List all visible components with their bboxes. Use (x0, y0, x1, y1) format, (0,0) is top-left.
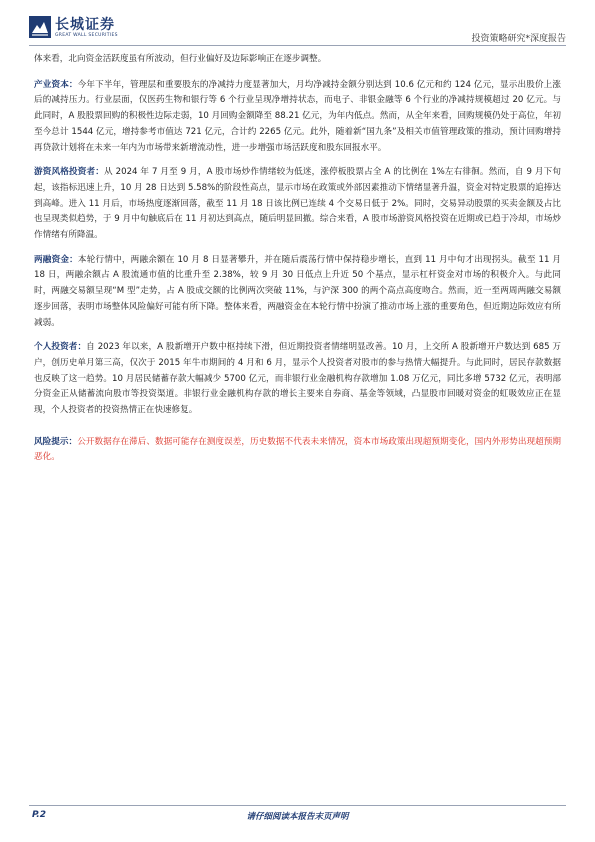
risk-warning (34, 435, 561, 466)
report-type-label: 投资策略研究*深度报告 (471, 34, 566, 44)
footer-divider (29, 805, 566, 806)
paragraph-text: 本轮行情中，两融余额在 10 月 8 日显著攀升，并在随后震荡行情中保持稳步增长，直到 11 月中旬才出现拐头。截至 11 月 18 日，两融余额占 A 股流通市值的比重升至 2.38%，较 9 月 30 日低点上升近 50 个基点，显示杠杆资金对市场的积极介入。与此同时，两融交易额呈现“M 型”走势，占 A 股成交额的比例两次突破 11%，与沪深 300 的两个高点高度吻合。然而，近一至两周两融交易额逐步回落，表明市场整体风险偏好可能有所下降。整体来看，两融资金在本轮行情中扮演了推动市场上涨的重要角色，但近期边际效应有所减弱。 (34, 254, 561, 328)
page-number: P.2 (32, 810, 46, 820)
risk-warning-text: 公开数据存在滞后、数据可能存在测度误差，历史数据不代表未来情况，资本市场政策出现超预期变化，国内外形势出现超预期恶化。 (34, 436, 561, 463)
paragraph-retail-investors (34, 340, 561, 419)
paragraph-hot-money-investors (34, 165, 561, 244)
report-body (34, 52, 561, 475)
header-divider (29, 45, 566, 46)
page-header (29, 12, 566, 44)
logo-chinese-name: 长城证券 (55, 17, 115, 33)
paragraph-text: 体来看，北向资金活跃度虽有所波动，但行业偏好及边际影响正在逐步调整。 (34, 54, 327, 64)
risk-warning-lead: 风险提示： (34, 436, 78, 447)
paragraph-lead: 游资风格投资者： (34, 167, 104, 178)
logo-mark-icon (29, 16, 51, 38)
paragraph-text: 从 2024 年 7 月至 9 月，A 股市场炒作情绪较为低迷，涨停板股票占全 A 的比例在 1%左右徘徊。然而，自 9 月下旬起，该指标迅速上升，10 月 28 日达到 5.58%的阶段性高点，显示市场在政策或外部因素推动下情绪显著升温，资金对特定股票的追捧达到高峰。进入 11 月后，市场热度逐渐回落，截至 11 月 18 日该比例已连续 4 个交易日低于 2%。同时，交易异动股票的买卖金额及占比也呈现类似趋势，于 9 月中旬触底后在 11 月初达到高点，随后明显回撤。综合来看，A 股市场游资风格投资在近期或已趋于冷却，市场炒作情绪有所降温。 (34, 167, 561, 241)
paragraph-text: 自 2023 年以来，A 股新增开户数中枢持续下滑，但近期投资者情绪明显改善。10 月，上交所 A 股新增开户数达到 685 万户，创历史单月第三高，仅次于 2015 年牛市期间的 4 月和 6 月，显示个人投资者对股市的参与热情大幅提升。与此同时，居民存款数据也反映了这一趋势。10 月居民储蓄存款大幅减少 5700 亿元，而非银行业金融机构存款增加 1.08 万亿元，同比多增 5732 亿元，表明部分资金正从储蓄流向股市等投资渠道。非银行业金融机构存款的增长主要来自券商、基金等领域，凸显股市回暖对资金的虹吸效应正在显现，个人投资者的投资热情正在快速修复。 (34, 342, 561, 416)
paragraph-text: 今年下半年，管理层和重要股东的净减持力度显著加大，月均净减持金额分别达到 10.6 亿元和约 124 亿元，显示出股价上涨后的减持压力。行业层面，仅医药生物和银行等 6 个行业呈现净增持状态，而电子、非银金融等 6 个行业的净减持规模超过 20 亿元。与此同时，A 股股票回购的积极性边际走弱，10 月回购金额降至 88.21 亿元，为年内低点。然而，从全年来看，回购规模仍处于高位，年初至今总计 1544 亿元，增持参考市值达 721 亿元，合计约 2265 亿元。此外，随着新“国九条”及相关市值管理政策的推动，预计回购增持再贷款计划将在未来一年内为市场带来新增流动性，进一步增强市场活跃度和股东回报水平。 (34, 79, 561, 153)
paragraph-lead: 个人投资者： (34, 342, 87, 353)
disclaimer-note: 请仔细阅读本报告末页声明 (246, 812, 349, 822)
company-logo (29, 12, 139, 44)
paragraph-industrial-capital (34, 78, 561, 157)
paragraph-lead: 产业资本： (34, 79, 78, 90)
logo-english-name: GREAT WALL SECURITIES (55, 33, 118, 38)
paragraph-margin-financing (34, 253, 561, 332)
paragraph-lead: 两融资金： (34, 254, 78, 265)
paragraph-northbound-continuation (34, 52, 561, 68)
